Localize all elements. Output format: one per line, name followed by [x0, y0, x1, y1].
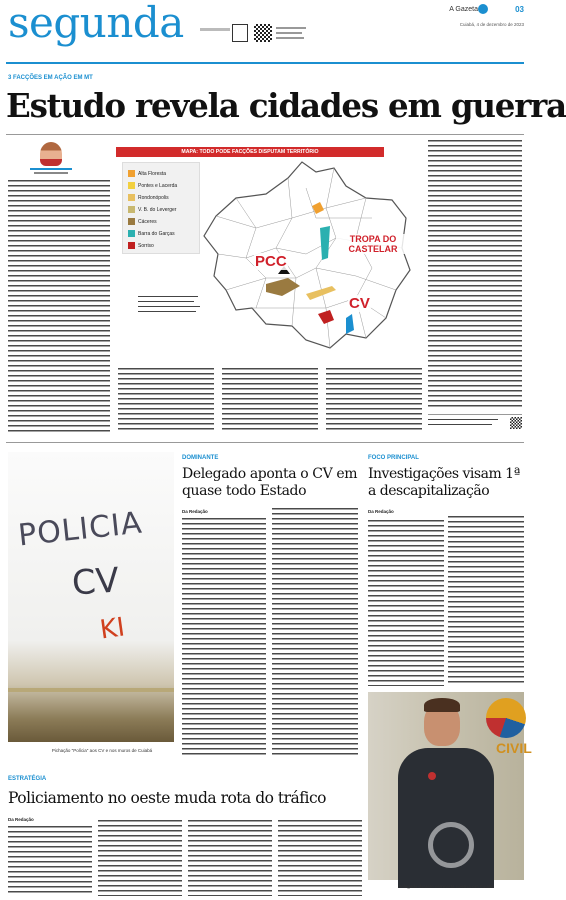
graffiti-word-3: KI — [98, 612, 127, 646]
paper-name: A Gazeta — [449, 6, 478, 13]
map-label-pcc: PCC — [255, 253, 287, 270]
map-label-cv: CV — [349, 295, 370, 312]
graffiti-word-2: CV — [70, 560, 121, 604]
legend-swatch — [128, 230, 135, 237]
legend-swatch — [128, 242, 135, 249]
masthead-ad-box — [200, 22, 310, 44]
author-avatar — [40, 142, 62, 166]
legend-label: Alta Floresta — [138, 170, 167, 177]
legend-item — [128, 193, 169, 202]
legend-swatch — [128, 218, 135, 225]
delegate-photo: CIVIL — [368, 692, 524, 880]
bottom-kicker: ESTRATÉGIA — [8, 776, 47, 782]
page-number: 03 — [515, 5, 524, 14]
map-banner: MAPA: TODO PODE FACÇÕES DISPUTAM TERRITÓRIO — [116, 147, 384, 157]
map-label-tropa: TROPA DO CASTELAR — [336, 234, 410, 254]
police-badge-icon — [486, 698, 526, 738]
mato-grosso-map — [196, 158, 422, 356]
top-column-1 — [8, 180, 110, 432]
legend-label: Pontes e Lacerda — [138, 182, 178, 189]
legend-swatch — [128, 206, 135, 213]
legend-swatch — [128, 170, 135, 177]
masthead-divider — [6, 62, 524, 64]
legend-label: Sorriso — [138, 242, 154, 249]
bottom-column-1 — [8, 826, 92, 896]
mid-right-headline: Investigações visam 1ª a descapitalização — [368, 466, 520, 499]
photo-right-caption: Delegado durante entrevista coletiva em Cuiabá — [397, 884, 495, 889]
qr-code-icon — [254, 24, 272, 42]
legend-label: Barra do Garças — [138, 230, 175, 237]
mid-right-column-2 — [448, 516, 524, 686]
legend-item — [128, 205, 176, 214]
top-story-divider — [6, 442, 524, 443]
mid-left-byline: Da Redação — [182, 509, 208, 514]
legend-label: V. B. do Leverger — [138, 206, 177, 213]
mid-right-byline: Da Redação — [368, 509, 394, 514]
map-legend — [122, 162, 200, 254]
top-column-2 — [118, 368, 214, 432]
mid-left-column-1 — [182, 518, 266, 756]
legend-label: Rondonópolis — [138, 194, 169, 201]
mid-left-column-2 — [272, 508, 358, 756]
mid-right-kicker: FOCO PRINCIPAL — [368, 455, 419, 461]
bottom-byline: Da Redação — [8, 817, 34, 822]
legend-item — [128, 241, 154, 250]
legend-item — [128, 169, 166, 178]
legend-item — [128, 181, 177, 190]
legend-item — [128, 229, 175, 238]
paper-logo-icon — [478, 4, 488, 14]
bottom-headline: Policiamento no oeste muda rota do tráfico — [8, 789, 326, 807]
legend-label: Cáceres — [138, 218, 157, 225]
section-title: segunda — [8, 0, 184, 47]
legend-swatch — [128, 194, 135, 201]
top-column-4 — [326, 368, 422, 432]
qr-code-icon — [510, 417, 522, 429]
top-column-3 — [222, 368, 318, 432]
footnote-box — [428, 414, 522, 432]
graffiti-photo — [8, 452, 174, 742]
top-column-5 — [428, 140, 522, 410]
graffiti-word-1: POLICIA — [16, 505, 145, 554]
bottom-column-2 — [98, 820, 182, 896]
masthead — [0, 0, 530, 62]
edition-date: Cuiabá, 4 de dezembro de 2023 — [459, 22, 524, 27]
photo-left-caption: Pichação "Polícia" aos CV e nos muros de Cuiabá — [51, 748, 153, 753]
legend-swatch — [128, 182, 135, 189]
top-kicker: 3 FACÇÕES EM AÇÃO EM MT — [8, 75, 93, 81]
mid-left-headline: Delegado aponta o CV em quase todo Estado — [182, 466, 358, 499]
watermark-icon — [428, 822, 474, 868]
mid-right-column-1 — [368, 520, 444, 686]
legend-item — [128, 217, 157, 226]
bottom-column-4 — [278, 820, 362, 896]
headline-rule — [6, 134, 524, 135]
mid-left-kicker: DOMINANTE — [182, 455, 219, 461]
bottom-column-3 — [188, 820, 272, 896]
top-headline: Estudo revela cidades em guerra — [6, 86, 566, 125]
